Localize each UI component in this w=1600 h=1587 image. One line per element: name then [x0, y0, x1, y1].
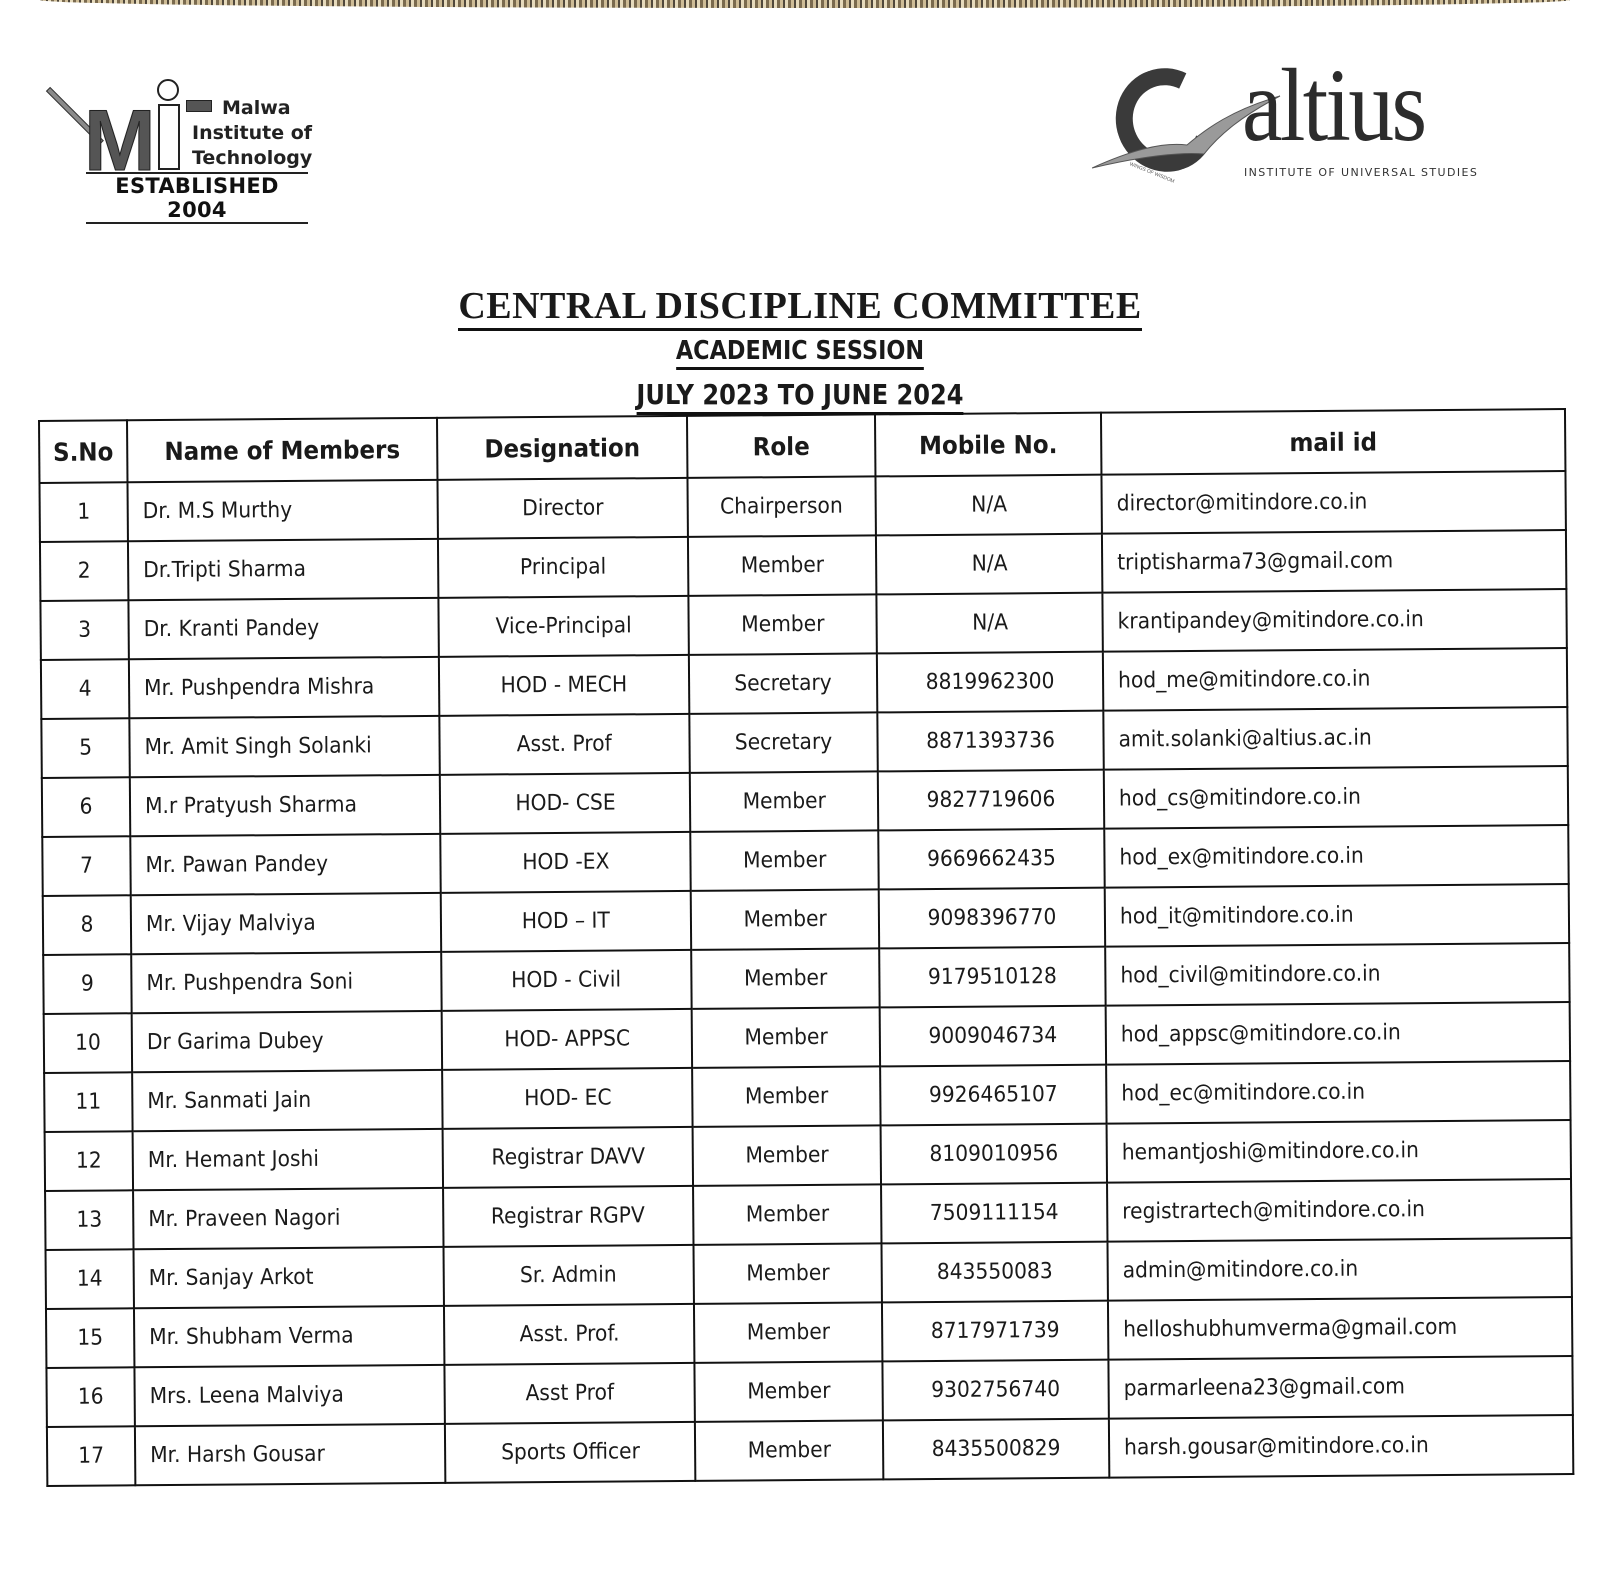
mit-logo-line2: Institute of: [192, 122, 313, 144]
cell-name: [133, 1129, 443, 1190]
cell-mail: [1107, 1179, 1571, 1242]
cell-sno: [45, 1131, 133, 1191]
cell-mobile: [878, 829, 1104, 890]
cell-name: [135, 1424, 445, 1485]
cell-mobile-text: 9302756740: [931, 1377, 1061, 1404]
cell-mobile-text: 9179510128: [927, 964, 1057, 991]
cell-role-text: Secretary: [734, 670, 832, 697]
cell-name: [128, 598, 438, 659]
cell-name-text: Mr. Sanjay Arkot: [148, 1264, 314, 1292]
cell-name: [133, 1188, 443, 1249]
cell-mail: [1109, 1415, 1573, 1478]
cell-name-text: Mr. Amit Singh Solanki: [144, 733, 372, 761]
cell-mail-text: hod_me@mitindore.co.in: [1117, 666, 1371, 694]
mit-established: ESTABLISHED 2004: [86, 172, 308, 224]
cell-sno-text: 5: [79, 735, 93, 761]
cell-mobile: [880, 1065, 1106, 1126]
cell-mobile: [881, 1124, 1107, 1185]
cell-mail-text: hemantjoshi@mitindore.co.in: [1121, 1138, 1420, 1166]
cell-designation: [442, 1068, 692, 1129]
cell-sno: [44, 1013, 132, 1073]
cell-designation-text: Sports Officer: [500, 1439, 640, 1466]
mit-logo-letter-m: M: [84, 93, 150, 189]
cell-mail: [1106, 1002, 1570, 1065]
cell-mail: [1103, 707, 1567, 770]
document-title-text: CENTRAL DISCIPLINE COMMITTEE: [458, 285, 1141, 331]
cell-mail: [1102, 530, 1566, 593]
cell-mobile: [879, 947, 1105, 1008]
cell-name: [129, 716, 439, 777]
cell-name: [134, 1365, 444, 1426]
cell-sno-text: 6: [79, 794, 93, 820]
cell-name-text: Dr. Kranti Pandey: [143, 615, 320, 643]
cell-role: [693, 1243, 881, 1303]
cell-sno-text: 8: [80, 912, 94, 938]
cell-sno-text: 17: [78, 1443, 105, 1469]
cell-mobile-text: 8819962300: [925, 669, 1055, 696]
cell-role-text: Member: [745, 1142, 829, 1169]
mit-logo-text: [192, 96, 312, 171]
cell-mobile: [879, 888, 1105, 949]
cell-role-text: Member: [746, 1319, 830, 1346]
cell-mobile: [881, 1183, 1107, 1244]
header-designation: Designation: [447, 416, 677, 480]
cell-role-text: Member: [746, 1378, 831, 1405]
cell-mobile-text: N/A: [971, 551, 1008, 577]
cell-designation: [441, 950, 691, 1011]
cell-sno-text: 13: [76, 1207, 103, 1233]
cell-designation: [444, 1245, 694, 1306]
cell-mobile: [882, 1301, 1108, 1362]
cell-sno: [41, 718, 129, 778]
cell-mail: [1103, 648, 1567, 711]
cell-mail: [1101, 471, 1565, 534]
cell-mobile: [878, 770, 1104, 831]
cell-designation: [444, 1363, 694, 1424]
cell-role-text: Member: [746, 1260, 830, 1287]
cell-mobile-text: N/A: [970, 492, 1007, 518]
cell-mobile: [877, 652, 1103, 713]
cell-designation-text: Director: [521, 495, 604, 522]
cell-sno-text: 12: [75, 1148, 102, 1174]
table-header-row: [39, 409, 1565, 483]
document-period: [112, 378, 1488, 411]
cell-mail-text: parmarleena23@gmail.com: [1123, 1374, 1406, 1402]
cell-role: [692, 1007, 880, 1067]
cell-role: [688, 594, 876, 654]
cell-designation: [441, 891, 691, 952]
cell-name-text: Dr.Tripti Sharma: [143, 556, 307, 584]
cell-mail-text: helloshubhumverma@gmail.com: [1123, 1314, 1458, 1343]
cell-name-text: Dr Garima Dubey: [146, 1028, 324, 1056]
cell-name-text: Mr. Pawan Pandey: [145, 851, 329, 879]
cell-mobile-text: 8871393736: [926, 728, 1056, 755]
mit-logo-i-dot: [157, 79, 179, 101]
cell-role-text: Secretary: [734, 729, 833, 756]
cell-mobile-text: N/A: [971, 610, 1008, 636]
cell-mail: [1102, 589, 1566, 652]
cell-role: [691, 889, 879, 949]
cell-role-text: Member: [742, 788, 826, 815]
cell-sno: [46, 1308, 134, 1368]
cell-role: [687, 476, 875, 536]
cell-sno-text: 14: [76, 1266, 103, 1292]
cell-name-text: Mr. Sanmati Jain: [147, 1087, 312, 1115]
cell-role: [694, 1302, 882, 1362]
cell-name: [131, 952, 441, 1013]
cell-sno: [44, 1072, 132, 1132]
cell-designation: [439, 714, 689, 775]
cell-name: [127, 480, 437, 541]
cell-name-text: Mr. Pushpendra Soni: [146, 969, 354, 997]
cell-name: [128, 539, 438, 600]
mit-logo-i-stem: [158, 104, 180, 170]
cell-mail: [1105, 943, 1569, 1006]
cell-mail-text: hod_civil@mitindore.co.in: [1120, 961, 1381, 989]
altius-wordmark: altius: [1242, 48, 1425, 163]
cell-designation-text: Registrar DAVV: [490, 1144, 645, 1171]
cell-name-text: Mrs. Leena Malviya: [149, 1382, 344, 1410]
cell-name-text: Mr. Vijay Malviya: [145, 910, 316, 938]
cell-mail-text: hod_it@mitindore.co.in: [1119, 902, 1354, 930]
cell-designation-text: Asst. Prof: [516, 731, 613, 758]
cell-sno-text: 4: [78, 676, 92, 702]
altius-motto: WINGS OF WISDOM: [1128, 161, 1176, 185]
cell-mail: [1104, 766, 1568, 829]
cell-role-text: Member: [744, 1024, 828, 1051]
cell-role: [693, 1184, 881, 1244]
cell-mobile-text: 9009046734: [928, 1023, 1058, 1050]
cell-name-text: Mr. Pushpendra Mishra: [144, 674, 375, 702]
committee-table: [38, 408, 1574, 1487]
cell-designation: [444, 1304, 694, 1365]
cell-name: [134, 1247, 444, 1308]
cell-mail: [1107, 1238, 1571, 1301]
cell-mobile: [876, 534, 1102, 595]
cell-mobile: [880, 1006, 1106, 1067]
cell-role-text: Chairperson: [720, 493, 844, 520]
cell-mobile-text: 9827719606: [926, 787, 1056, 814]
cell-mail: [1108, 1297, 1572, 1360]
cell-mobile-text: 7509111154: [929, 1200, 1059, 1227]
cell-mobile-text: 8109010956: [929, 1141, 1059, 1168]
cell-role-text: Member: [745, 1201, 829, 1228]
cell-mail-text: triptisharma73@gmail.com: [1117, 548, 1394, 576]
cell-designation: [438, 537, 688, 598]
cell-mail-text: amit.solanki@altius.ac.in: [1118, 725, 1372, 753]
cell-mail-text: hod_appsc@mitindore.co.in: [1120, 1020, 1401, 1048]
cell-mobile: [877, 711, 1103, 772]
cell-mail-text: director@mitindore.co.in: [1116, 489, 1368, 517]
cell-mail: [1107, 1120, 1571, 1183]
cell-designation-text: HOD – IT: [521, 908, 611, 935]
cell-name-text: Mr. Harsh Gousar: [150, 1441, 325, 1469]
mit-logo: [38, 62, 318, 222]
cell-designation: [440, 773, 690, 834]
cell-name-text: Mr. Hemant Joshi: [147, 1146, 320, 1174]
cell-mobile: [882, 1360, 1108, 1421]
header-name: Name of Members: [139, 418, 425, 482]
scanned-page-edge: [40, 0, 1570, 8]
cell-mail: [1105, 884, 1569, 947]
mit-logo-line1: Malwa: [222, 97, 291, 119]
header-sno: S.No: [43, 420, 124, 483]
cell-role-text: Member: [743, 906, 827, 933]
cell-role-text: Member: [742, 847, 827, 874]
cell-name: [131, 893, 441, 954]
cell-mail-text: admin@mitindore.co.in: [1122, 1256, 1359, 1284]
cell-designation-text: Asst. Prof.: [519, 1321, 620, 1348]
cell-mail-text: harsh.gousar@mitindore.co.in: [1124, 1433, 1429, 1461]
cell-mail-text: hod_ex@mitindore.co.in: [1119, 843, 1364, 871]
cell-sno: [40, 541, 128, 601]
cell-name: [130, 834, 440, 895]
cell-sno: [43, 954, 131, 1014]
altius-logo: [1092, 48, 1492, 192]
cell-role: [694, 1361, 882, 1421]
header-mail: mail id: [1120, 409, 1547, 474]
cell-name: [132, 1070, 442, 1131]
cell-mobile-text: 9926465107: [928, 1082, 1058, 1109]
cell-sno: [41, 659, 129, 719]
cell-role-text: Member: [743, 965, 828, 992]
cell-sno: [46, 1367, 134, 1427]
cell-sno-text: 7: [79, 853, 94, 879]
cell-mobile-text: 9669662435: [926, 846, 1056, 873]
cell-designation: [443, 1186, 693, 1247]
cell-mail: [1106, 1061, 1570, 1124]
cell-name: [134, 1306, 444, 1367]
cell-sno-text: 1: [77, 499, 91, 525]
cell-mail: [1104, 825, 1568, 888]
cell-role: [688, 535, 876, 595]
cell-designation: [438, 596, 688, 657]
cell-sno-text: 16: [77, 1384, 104, 1410]
cell-sno: [43, 895, 131, 955]
cell-designation: [445, 1422, 695, 1483]
cell-designation-text: HOD -EX: [521, 849, 610, 876]
cell-designation-text: HOD- CSE: [514, 790, 616, 817]
cell-designation: [440, 832, 690, 893]
cell-role: [689, 712, 877, 772]
cell-role: [690, 771, 878, 831]
cell-role: [689, 653, 877, 713]
document-subtitle-text: ACADEMIC SESSION: [676, 336, 924, 370]
cell-designation-text: Registrar RGPV: [491, 1203, 646, 1230]
cell-role-text: Member: [740, 552, 824, 579]
cell-designation: [437, 478, 687, 539]
cell-sno-text: 15: [77, 1325, 104, 1351]
cell-mobile-text: 8717971739: [930, 1318, 1060, 1345]
cell-mobile: [875, 475, 1101, 536]
cell-designation-text: HOD- APPSC: [503, 1026, 630, 1053]
cell-mobile: [883, 1419, 1109, 1480]
cell-name: [132, 1011, 442, 1072]
cell-sno-text: 9: [80, 971, 94, 997]
cell-mobile: [881, 1242, 1107, 1303]
cell-role: [692, 1066, 880, 1126]
cell-mail-text: hod_ec@mitindore.co.in: [1121, 1079, 1366, 1107]
cell-mail: [1108, 1356, 1572, 1419]
cell-mail-text: registrartech@mitindore.co.in: [1122, 1197, 1426, 1225]
cell-role-text: Member: [740, 611, 825, 638]
cell-sno: [39, 482, 127, 542]
committee-table-wrapper: [38, 408, 1572, 1487]
cell-name-text: Dr. M.S Murthy: [142, 498, 293, 525]
cell-sno-text: 10: [74, 1030, 101, 1056]
cell-designation-text: HOD- EC: [523, 1085, 612, 1112]
cell-name-text: Mr. Praveen Nagori: [148, 1205, 341, 1233]
cell-name-text: M.r Pratyush Sharma: [144, 792, 358, 820]
cell-name: [129, 657, 439, 718]
header-mobile: Mobile No.: [884, 413, 1092, 477]
cell-mobile: [876, 593, 1102, 654]
cell-designation: [439, 655, 689, 716]
cell-designation-text: Vice-Principal: [495, 613, 632, 640]
cell-designation-text: Sr. Admin: [520, 1262, 618, 1289]
cell-mail-text: hod_cs@mitindore.co.in: [1118, 784, 1361, 812]
cell-role: [695, 1420, 883, 1480]
cell-sno: [46, 1249, 134, 1309]
cell-role-text: Member: [744, 1083, 829, 1110]
cell-designation-text: Asst Prof: [525, 1380, 615, 1407]
header-role: Role: [695, 414, 868, 477]
cell-sno: [45, 1190, 133, 1250]
cell-name-text: Mr. Shubham Verma: [149, 1323, 354, 1351]
cell-designation-text: HOD - MECH: [500, 672, 628, 699]
cell-sno: [47, 1426, 135, 1486]
cell-sno: [42, 777, 130, 837]
cell-role-text: Member: [747, 1437, 831, 1464]
cell-sno-text: 2: [77, 558, 91, 584]
cell-role: [690, 830, 878, 890]
altius-tagline: INSTITUTE OF UNIVERSAL STUDIES: [1244, 166, 1479, 179]
cell-mail-text: krantipandey@mitindore.co.in: [1117, 607, 1424, 635]
document-period-text: JULY 2023 TO JUNE 2024: [636, 378, 963, 415]
cell-name: [130, 775, 440, 836]
cell-designation: [443, 1127, 693, 1188]
cell-role: [691, 948, 879, 1008]
cell-designation: [442, 1009, 692, 1070]
document-title: [0, 284, 1600, 328]
cell-role: [693, 1125, 881, 1185]
cell-sno: [40, 600, 128, 660]
cell-mobile-text: 843550083: [936, 1259, 1053, 1285]
cell-sno-text: 3: [78, 617, 92, 643]
document-subtitle: [112, 336, 1488, 366]
cell-designation-text: HOD - Civil: [511, 967, 622, 994]
cell-sno-text: 11: [75, 1089, 102, 1115]
mit-logo-line3: Technology: [192, 147, 313, 169]
table-row: [47, 1415, 1573, 1486]
cell-sno: [42, 836, 130, 896]
cell-mobile-text: 9098396770: [927, 905, 1057, 932]
cell-mobile-text: 8435500829: [931, 1436, 1061, 1463]
cell-designation-text: Principal: [519, 554, 607, 581]
